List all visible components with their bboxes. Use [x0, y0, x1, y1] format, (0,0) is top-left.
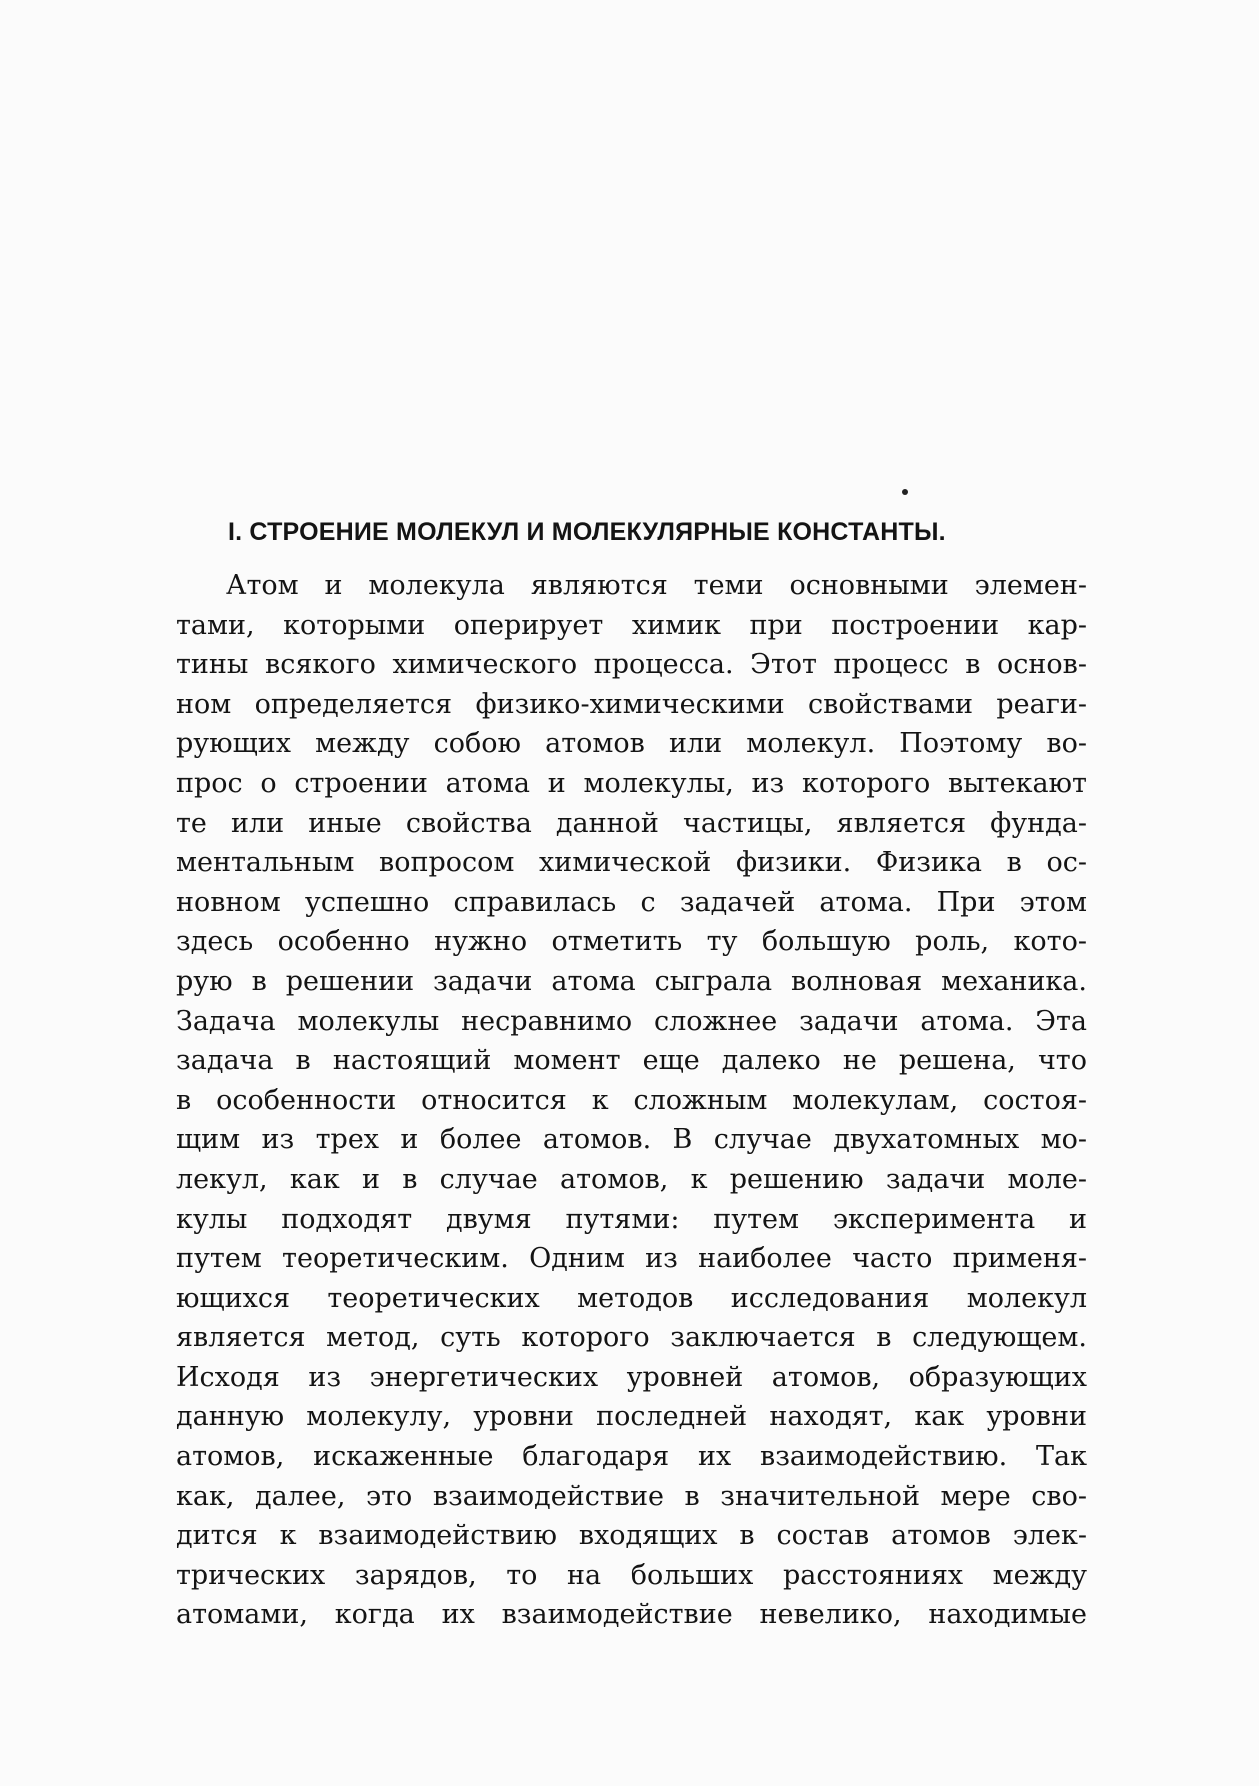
text-line: прос о строении атома и молекулы, из которого вытекают	[176, 767, 1087, 799]
text-line: лекул, как и в случае атомов, к решению задачи моле-	[176, 1163, 1087, 1195]
text-line: кулы подходят двумя путями: путем эксперимента и	[176, 1203, 1087, 1235]
text-line: ном определяется физико-химическими свойствами реаги-	[176, 688, 1087, 720]
text-line: является метод, суть которого заключается в следующем.	[176, 1322, 1087, 1354]
text-line: трических зарядов, то на больших расстояниях между	[176, 1559, 1087, 1591]
text-line: рую в решении задачи атома сыграла волновая механика.	[176, 965, 1087, 997]
text-line: щим из трех и более атомов. В случае двухатомных мо-	[176, 1124, 1087, 1156]
text-line: Атом и молекула являются теми основными элемен-	[226, 570, 1087, 601]
text-line: ментальным вопросом химической физики. Физика в ос-	[176, 847, 1087, 879]
text-line: новном успешно справилась с задачей атома. При этом	[176, 886, 1087, 918]
text-line: тами, которыми оперирует химик при построении кар-	[176, 609, 1087, 641]
text-line: ющихся теоретических методов исследования молекул	[176, 1282, 1087, 1314]
text-line: Задача молекулы несравнимо сложнее задачи атома. Эта	[176, 1005, 1087, 1037]
text-line: те или иные свойства данной частицы, является фунда-	[176, 807, 1087, 839]
text-line: атомами, когда их взаимодействие невелико, находимые	[176, 1599, 1087, 1631]
body-paragraph	[176, 566, 1087, 1635]
ink-speck	[902, 489, 908, 495]
text-line: тины всякого химического процесса. Этот процесс в основ-	[176, 649, 1087, 681]
text-line: данную молекулу, уровни последней находят, как уровни	[176, 1401, 1087, 1433]
text-line: рующих между собою атомов или молекул. Поэтому во-	[176, 728, 1087, 760]
text-line: как, далее, это взаимодействие в значительной мере сво-	[176, 1480, 1087, 1512]
text-line: Исходя из энергетических уровней атомов, образующих	[176, 1361, 1087, 1393]
text-line: задача в настоящий момент еще далеко не решена, что	[176, 1045, 1087, 1077]
text-line: в особенности относится к сложным молекулам, состоя-	[176, 1084, 1087, 1116]
text-line: здесь особенно нужно отметить ту большую роль, кото-	[176, 926, 1087, 958]
chapter-heading: I. СТРОЕНИЕ МОЛЕКУЛ И МОЛЕКУЛЯРНЫЕ КОНСТАНТЫ.	[228, 518, 946, 546]
text-line: дится к взаимодействию входящих в состав атомов элек-	[176, 1520, 1087, 1552]
text-line: атомов, искаженные благодаря их взаимодействию. Так	[176, 1441, 1087, 1473]
text-line: путем теоретическим. Одним из наиболее часто применя-	[176, 1243, 1087, 1275]
